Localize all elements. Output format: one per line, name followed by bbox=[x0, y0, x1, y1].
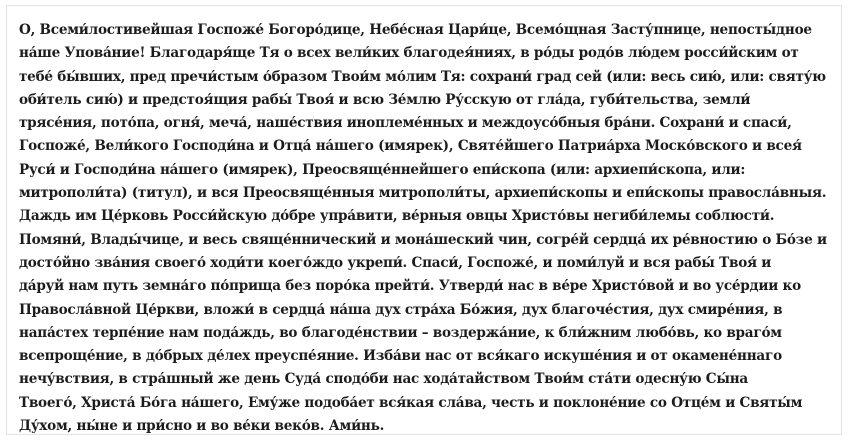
prayer-line-9: Даждь им Це́рковь Росси́йскую до́бре упра́вити, ве́рныя овцы Христо́вы негиби́лемы соблюсти́. bbox=[19, 208, 775, 225]
prayer-line-14: напа́стех терпе́ние нам пода́ждь, во благоде́нствии – воздержа́ние, к бли́жним любо́вь, ко враго́м bbox=[19, 324, 782, 341]
prayer-line-16: нечу́вствия, в стра́шный же день Суда́ сподо́би нас хода́тайством Твои́м ста́ти одесну́ю Сы́на bbox=[19, 371, 748, 388]
prayer-line-8: митрополи́та) (титул), и вся Преосвяще́нныя митрополи́ты, архиепи́скопы и епи́скопы правосла́вныя. bbox=[19, 185, 827, 202]
prayer-line-6: Госпоже́, Вели́кого Господи́на и Отца́ на́шего (имярек), Святе́йшего Патриа́рха Моско́вского и всея́ bbox=[19, 138, 802, 155]
prayer-line-1: О, Всеми́лостивейшая Госпоже́ Богоро́дице, Небе́сная Цари́це, Всемо́щная Засту́пнице, непосты́дное bbox=[19, 22, 812, 38]
prayer-line-5: трясе́ния, пото́па, огня́, меча́, наше́ствия иноплеме́нных и междоусо́бныя бра́ни. Сохрани́ и спаси́, bbox=[19, 115, 792, 132]
prayer-line-12: да́руй нам путь земна́го по́прища без поро́ка прейти́. Утверди́ нас в ве́ре Христо́вой и во усе́рдии ко bbox=[19, 278, 801, 295]
prayer-line-18: Ду́хом, ны́не и при́сно и во ве́ки веко́в. Ами́нь. bbox=[19, 418, 385, 435]
prayer-line-17: Твоего́, Христа́ Бо́га на́шего, Ему́же подоба́ет вся́кая сла́ва, честь и поклоне́ние со Отце́м и Святы́м bbox=[19, 394, 803, 411]
prayer-text bbox=[19, 19, 837, 438]
prayer-line-2: на́ше Упова́ние! Благодаря́ще Тя о всех вели́ких благодея́ниях, в ро́ды родо́в лю́дем росси́йским от bbox=[19, 45, 799, 62]
prayer-line-15: всепроще́ние, в до́брых де́лех преуспе́яние. Изба́ви нас от вся́каго искуше́ния и от окамене́ннаго bbox=[19, 348, 782, 365]
prayer-page bbox=[6, 5, 842, 435]
prayer-line-10: Помяни́, Влады́чице, и весь свяще́ннический и мона́шеский чин, согре́й сердца́ их ре́вностию о Бо́зе и bbox=[19, 231, 827, 248]
prayer-line-11: досто́йно зва́ния своего́ ходи́ти коего́ждо укрепи́. Спаси́, Госпоже́, и поми́луй и вся рабы́ Твоя́ и bbox=[19, 254, 772, 271]
prayer-line-4: оби́тель сию́) и предстоя́щия рабы́ Твоя́ и всю Зе́млю Ру́сскую от гла́да, губи́тельства, земли́ bbox=[19, 91, 751, 108]
prayer-line-7: Руси́ и Господи́на на́шего (имярек), Преосвяще́ннейшего епи́скопа (или: архиепи́скопа, или: bbox=[19, 161, 746, 178]
prayer-line-13: Правосла́вной Це́ркви, вложи́ в сердца́ на́ша дух стра́ха Бо́жия, дух благоче́стия, дух смире́ния, в bbox=[19, 301, 783, 318]
prayer-line-3: тебе́ бы́вших, пред пречи́стым о́бразом Твои́м мо́лим Тя: сохрани́ град сей (или: весь сию́, или: святу́ю bbox=[19, 68, 826, 85]
